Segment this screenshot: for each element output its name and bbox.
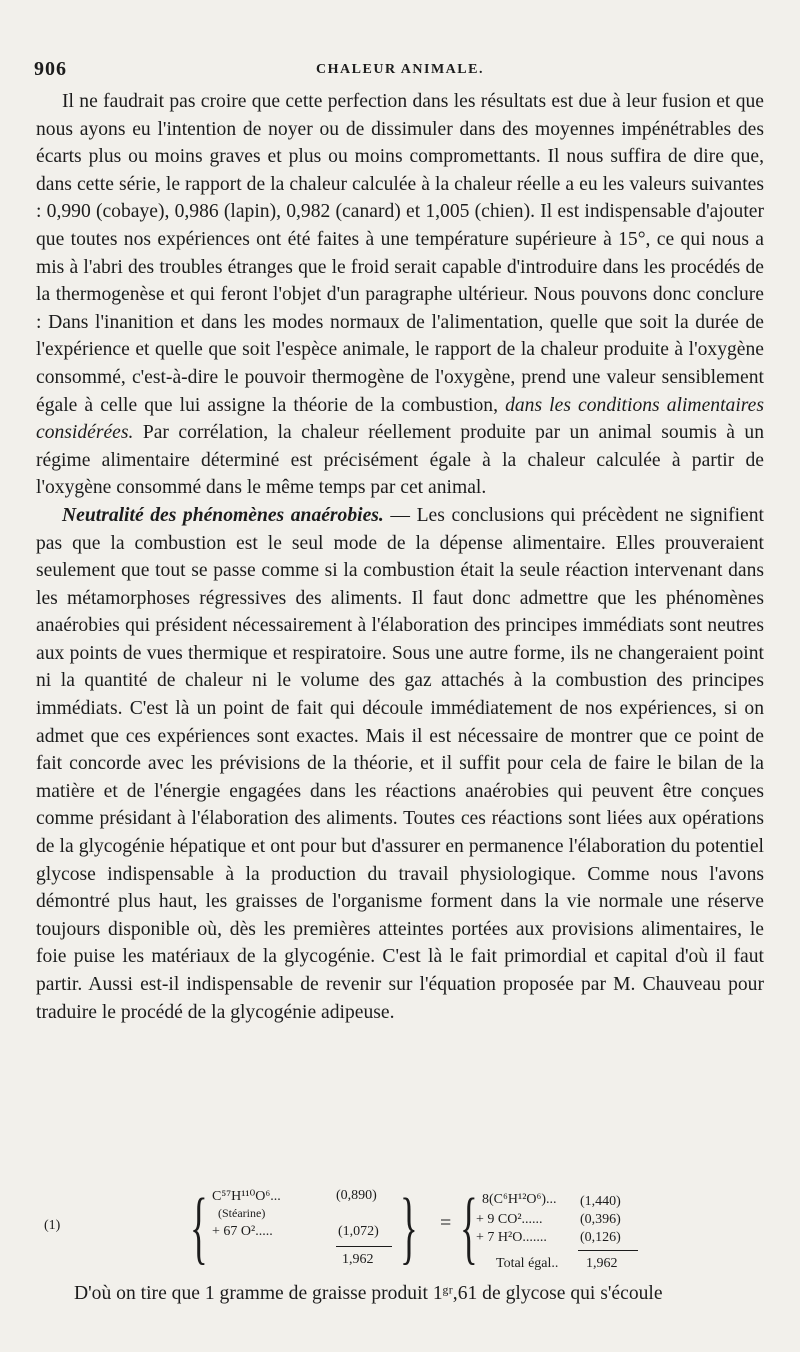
left-sum-line <box>336 1246 392 1247</box>
paragraph-1-end: Par corrélation, la chaleur réellement produite par un animal soumis à un régime alimentaire déterminé est précisément égale à la chaleur calculée à partir de l'oxygène consommé dans le même temps par cet animal. <box>36 422 764 499</box>
paragraph-1-text: Il ne faudrait pas croire que cette perfection dans les résultats est due à leur fusion et que nous ayons eu l'intention de noyer ou de dissimuler dans des moyennes impénétrables des écarts plus ou moins graves et plus ou moins compromettants. Il nous suffira de dire que, dans cette série, le rapport de la chaleur calculée à la chaleur réelle a eu les valeurs suivantes : 0,990 (cobaye), 0,986 (lapin), 0,982 (canard) et 1,005 (chien). Il est indispensable d'ajouter que toutes nos expériences ont été faites à une température supérieure à 15°, ce qui nous a mis à l'abri des troubles étranges que le froid serait capable d'introduire dans les procédés de la thermogenèse et qui feront l'objet d'un paragraphe ultérieur. Nous pouvons donc conclure : Dans l'inanition et dans les modes normaux de l'alimentation, quelle que soit la durée de l'expérience et quelle que soit l'espèce animale, le rapport de la chaleur produite à l'oxygène consommé, c'est-à-dire le pouvoir thermogène de l'oxygène, prend une valeur sensiblement égale à celle que lui assigne la théorie de la combustion, <box>36 91 764 416</box>
left-term-stearine-value: (0,890) <box>336 1188 377 1203</box>
equals-sign: = <box>440 1212 452 1234</box>
right-term-glucose-value: (1,440) <box>580 1194 621 1209</box>
section-heading: Neutralité des phénomènes anaérobies. <box>62 504 384 526</box>
left-total: 1,962 <box>342 1252 374 1267</box>
left-open-brace: { <box>190 1181 208 1272</box>
left-term-oxygen-value: (1,072) <box>338 1224 379 1239</box>
running-head <box>34 58 766 82</box>
left-term-stearine: C⁵⁷H¹¹⁰O⁶... <box>212 1189 281 1204</box>
right-term-glucose: 8(C⁶H¹²O⁶)... <box>482 1192 557 1207</box>
left-term-note: (Stéarine) <box>218 1206 266 1220</box>
right-term-co2: + 9 CO²...... <box>476 1212 543 1227</box>
left-close-brace: } <box>400 1181 418 1272</box>
right-term-water: + 7 H²O....... <box>476 1230 547 1245</box>
chemical-equation <box>30 1181 770 1278</box>
last-line: D'où on tire que 1 gramme de graisse produit 1ᵍʳ,61 de glycose qui s'écoule <box>74 1283 663 1304</box>
right-total: 1,962 <box>586 1256 618 1271</box>
equation-label: (1) <box>44 1218 61 1233</box>
left-term-oxygen: + 67 O²..... <box>212 1224 273 1239</box>
paragraph-2-text: — Les conclusions qui précèdent ne signifient pas que la combustion est le seul mode de la dépense alimentaire. Elles prouveraient seulement que tout se passe comme si la combustion était la seule réaction intervenant dans les métamorphoses régressives des aliments. Il faut donc admettre que les phénomènes anaérobies qui président nécessairement à l'élaboration des principes immédiats sont neutres aux points de vues thermique et respiratoire. Sous une autre forme, ils ne changeraient point ni la quantité de chaleur ni le volume des gaz attachés à la combustion des principes immédiats. C'est là un point de fait qui découle immédiatement de nos expériences, si on admet que ces expériences sont exactes. Mais il est nécessaire de montrer que ce point de fait concorde avec les prévisions de la théorie, et il suffit pour cela de faire le bilan de la matière et de l'énergie engagées dans les réactions anaérobies qui peuvent être conçues comme présidant à l'élaboration des aliments. Toutes ces réactions sont liées aux opérations de la glycogénie hépatique et ont pour but d'assurer en permanence l'élaboration du potentiel glycose indispensable à la production du travail physiologique. Comme nous l'avons démontré plus haut, les graisses de l'organisme forment dans la vie normale une réserve toujours disponible où, dès les premières atteintes portées aux provisions alimentaires, le foie puise les matériaux de la glycogénie. C'est là le fait primordial et capital d'où il faut partir. Aussi est-il indispensable de revenir sur l'équation proposée par M. Chauveau pour traduire le procédé de la glycogénie adipeuse. <box>36 504 764 1023</box>
page-number: 906 <box>34 58 67 80</box>
right-term-co2-value: (0,396) <box>580 1212 621 1227</box>
right-sum-line <box>578 1250 638 1251</box>
right-total-label: Total égal.. <box>496 1256 559 1271</box>
running-title: CHALEUR ANIMALE. <box>316 62 484 77</box>
right-open-brace: { <box>460 1181 478 1272</box>
body-text <box>36 88 764 1026</box>
paragraph-1 <box>36 88 764 502</box>
right-term-water-value: (0,126) <box>580 1230 621 1245</box>
paragraph-1-italic: dans les conditions alimentaires considérées. <box>36 394 764 444</box>
paragraph-2 <box>36 502 764 1026</box>
